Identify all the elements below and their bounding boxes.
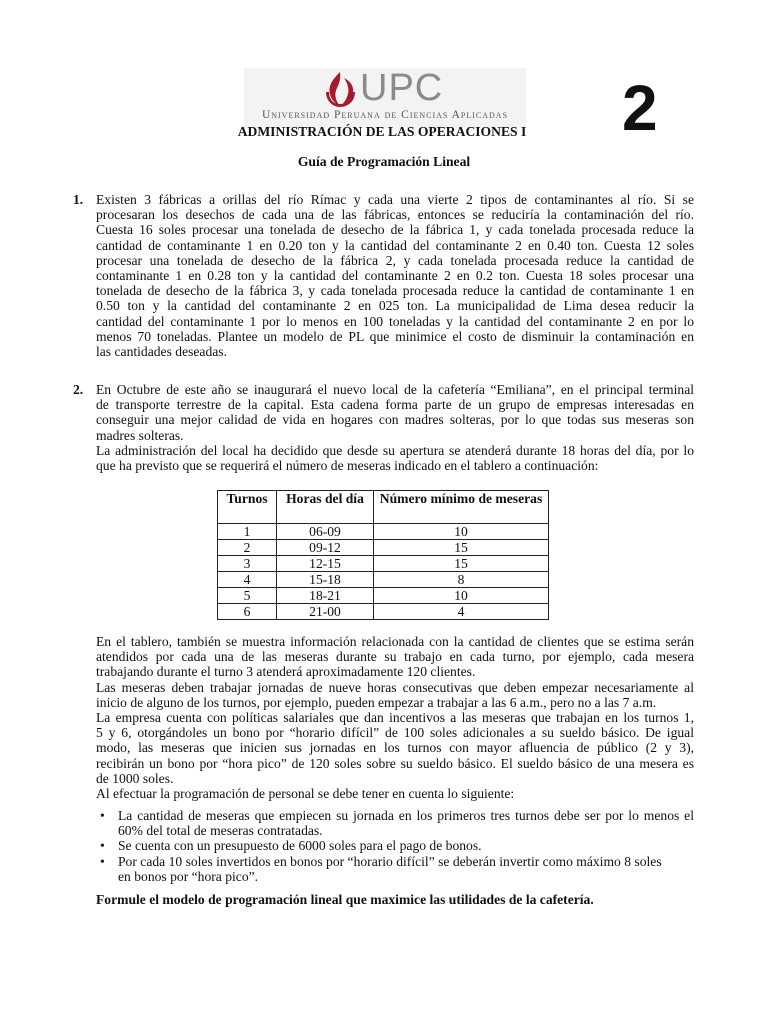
- text-line: Al efectuar la programación de personal se debe tener en cuenta lo siguiente:: [96, 785, 515, 801]
- shifts-table: [217, 490, 549, 620]
- question-1-text: [96, 192, 694, 359]
- table-cell: 5: [218, 588, 277, 604]
- table-cell: 4: [218, 572, 277, 588]
- text-line: Se cuenta con un presupuesto de 6000 soles para el pago de bonos.: [118, 838, 482, 854]
- list-item: [96, 808, 694, 838]
- question-2-conclusion: Formule el modelo de programación lineal que maximice las utilidades de la cafetería.: [96, 892, 594, 907]
- text-line: de 1000 soles.: [96, 770, 174, 786]
- text-line: recibirán un bono por “hora pico” de 120 soles sobre su sueldo básico. El sueldo básico de una mesera es: [96, 755, 694, 771]
- guide-title: Guía de Programación Lineal: [297, 154, 471, 169]
- text-line: madres solteras.: [96, 427, 184, 443]
- table-cell: 18-21: [277, 588, 374, 604]
- text-line: procesaran los desechos de cada una de las fábricas, entonces se reduciría la contaminación del río.: [96, 207, 694, 223]
- text-line: 60% del total de meseras contratadas.: [118, 823, 323, 839]
- table-row: [218, 540, 549, 556]
- text-line: Las meseras deben trabajar jornadas de nueve horas consecutivas que deben empezar necesariamente al: [96, 679, 694, 695]
- table-row: [218, 524, 549, 540]
- table-cell: 15-18: [277, 572, 374, 588]
- question-2-number: 2.: [73, 382, 84, 397]
- text-line: cantidad del contaminante 1 por lo menos en 100 toneladas y la cantidad del contaminante 2 en por lo: [96, 313, 694, 329]
- text-line: las cantidades deseadas.: [96, 343, 227, 359]
- text-line: atendidos por cada una de las meseras durante su trabajo en cada turno, por ejemplo, cada mesera: [96, 649, 694, 665]
- table-cell: 6: [218, 604, 277, 620]
- question-2-body: [96, 634, 694, 801]
- table-cell: 3: [218, 556, 277, 572]
- text-line: Cuesta 16 soles procesar una tonelada de desecho de la fábrica 1, y cada tonelada procesada reduce la: [96, 222, 694, 238]
- table-row: [218, 556, 549, 572]
- table-row: [218, 572, 549, 588]
- table-cell: 10: [374, 524, 549, 540]
- table-header-row: [218, 491, 549, 524]
- table-cell: 15: [374, 556, 549, 572]
- table-cell: 21-00: [277, 604, 374, 620]
- list-item: [96, 838, 694, 853]
- text-line: La cantidad de meseras que empiecen su jornada en los primeros tres turnos debe ser por lo menos el: [118, 808, 694, 823]
- table-cell: 10: [374, 588, 549, 604]
- text-line: Por cada 10 soles invertidos en bonos por “horario difícil” se deberán invertir como máximo 8 soles: [118, 853, 662, 869]
- text-line: de transporte terrestre de la capital. Esta cadena forma parte de un grupo de empresas interesadas en: [96, 397, 694, 413]
- text-line: contaminante 1 en 0.28 ton y la cantidad del contaminante 2 en 0.2 ton. Cuesta 18 soles procesar una: [96, 267, 694, 283]
- text-line: tonelada de desecho de la fábrica 3, y cada tonelada procesada reduce la cantidad de contaminante 1 en: [96, 283, 694, 299]
- text-line: procesar una tonelada de desecho de la fábrica 2, y cada tonelada procesada reduce la cantidad de: [96, 252, 694, 268]
- text-line: trabajando durante el turno 3 atenderá aproximadamente 120 clientes.: [96, 664, 476, 680]
- text-line: La empresa cuenta con políticas salariales que dan incentivos a las meseras que trabajan en los turnos 1,: [96, 709, 694, 725]
- text-line: 5 y 6, otorgándoles un bono por “horario difícil” de 100 soles adicionales a su sueldo básico. De igual: [96, 725, 694, 741]
- table-cell: 1: [218, 524, 277, 540]
- table-row: [218, 588, 549, 604]
- text-line: en bonos por “hora pico”.: [118, 868, 259, 884]
- question-2-intro: [96, 382, 694, 473]
- text-line: inicio de alguno de los turnos, por ejemplo, pueden empezar a trabajar a las 6 a.m., pero no a las 7 a.m.: [96, 694, 657, 710]
- table-row: [218, 604, 549, 620]
- text-line: conseguir una mejor calidad de vida en hogares con madres solteras, por lo que todas sus meseras son: [96, 412, 694, 428]
- bullet-icon: •: [100, 808, 105, 823]
- requirements-list: [96, 808, 694, 884]
- course-title: ADMINISTRACIÓN DE LAS OPERACIONES I: [237, 124, 527, 139]
- text-line: Existen 3 fábricas a orillas del río Rímac y cada una vierte 2 tipos de contaminantes al río. Si se: [96, 192, 694, 207]
- table-cell: 4: [374, 604, 549, 620]
- text-line: que ha previsto que se requerirá el número de meseras indicado en el tablero a continuación:: [96, 457, 599, 473]
- question-1-number: 1.: [73, 192, 84, 207]
- upc-emblem-icon: [322, 70, 358, 108]
- table-header-cell: Horas del día: [277, 491, 374, 524]
- table-cell: 06-09: [277, 524, 374, 540]
- table-cell: 8: [374, 572, 549, 588]
- text-line: 0.50 ton y la cantidad del contaminante 2 en 025 ton. La municipalidad de Lima desea reducir la: [96, 298, 694, 314]
- table-cell: 2: [218, 540, 277, 556]
- logo-wordmark: UPC: [360, 67, 444, 109]
- text-line: En el tablero, también se muestra información relacionada con la cantidad de clientes que se estima serán: [96, 634, 694, 649]
- text-line: modo, las meseras que inicien sus jornadas en los turnos con mayor afluencia de público (2 y 3),: [96, 740, 694, 756]
- bullet-icon: •: [100, 853, 105, 869]
- text-line: menos 70 toneladas. Plantee un modelo de PL que minimice el costo de disminuir la contaminación en: [96, 328, 694, 344]
- table-cell: 12-15: [277, 556, 374, 572]
- table-cell: 15: [374, 540, 549, 556]
- upc-logo: [244, 68, 526, 128]
- logo-subtitle: Universidad Peruana de Ciencias Aplicadas: [261, 109, 509, 121]
- table-header-cell: Número mínimo de meseras: [374, 491, 549, 524]
- page-number: 2: [622, 72, 658, 144]
- bullet-icon: •: [100, 838, 105, 854]
- table-cell: 09-12: [277, 540, 374, 556]
- text-line: La administración del local ha decidido que desde su apertura se atenderá durante 18 horas del día, por lo: [96, 442, 694, 458]
- text-line: cantidad de contaminante 1 en 0.20 ton y la cantidad del contaminante 2 en 0.40 ton. Cuesta 12 soles: [96, 237, 694, 253]
- table-header-cell: Turnos: [218, 491, 277, 524]
- list-item: [96, 854, 694, 884]
- text-line: En Octubre de este año se inaugurará el nuevo local de la cafetería “Emiliana”, en el principal terminal: [96, 382, 694, 397]
